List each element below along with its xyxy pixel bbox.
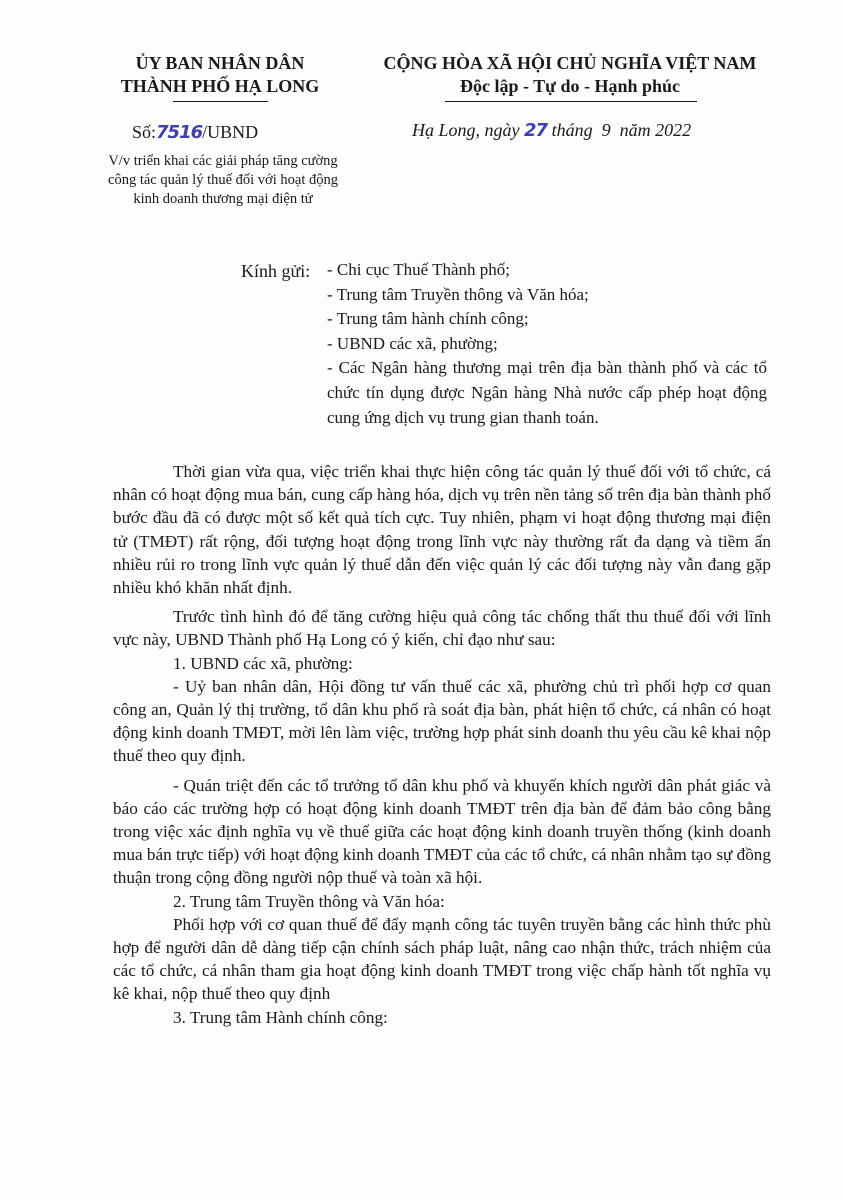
document-subject: V/v triển khai các giải pháp tăng cường công tác quản lý thuế đối với hoạt động kinh doanh thương mại điện tử xyxy=(108,153,338,207)
recipient-item: - UBND các xã, phường; xyxy=(327,333,498,353)
issuing-organization xyxy=(100,52,340,98)
recipient-item: - Chi cục Thuế Thành phố; xyxy=(327,260,511,279)
document-header xyxy=(0,52,843,232)
date-suffix: tháng 9 năm 2022 xyxy=(551,120,692,140)
section-2-title: 2. Trung tâm Truyền thông và Văn hóa: xyxy=(173,891,445,911)
national-title xyxy=(360,52,780,98)
recipients-label: Kính gửi: xyxy=(241,261,311,281)
recipient-item: - Trung tâm hành chính công; xyxy=(327,309,529,329)
org-underline xyxy=(173,101,268,102)
section-3-title: 3. Trung tâm Hành chính công: xyxy=(173,1007,388,1027)
doc-number-handwritten: 7516 xyxy=(156,122,203,143)
nation-line-1: CỘNG HÒA XÃ HỘI CHỦ NGHĨA VIỆT NAM xyxy=(383,53,757,73)
date-day-handwritten: 27 xyxy=(524,120,548,141)
document-body xyxy=(113,460,771,1029)
body-paragraph-1: Thời gian vừa qua, việc triển khai thực hiện công tác quản lý thuế đối với tổ chức, cá nhân có hoạt động mua bán, cung cấp hàng hóa, dịch vụ trên nền tảng số trên địa bàn thành phố bước đầu đã có được một số kết quả tích cực. Tuy nhiên, phạm vi hoạt động thương mại điện tử (TMĐT) rất rộng, đối tượng hoạt động trong lĩnh vực này thường rất đa dạng và tiềm ẩn nhiều rủi ro trong lĩnh vực quản lý thuế dẫn đến việc quản lý các đối tượng này vẫn đang gặp nhiều khó khăn nhất định. xyxy=(113,462,771,598)
recipients-list xyxy=(327,258,767,430)
org-line-1: ỦY BAN NHÂN DÂN xyxy=(135,53,305,73)
motto-underline xyxy=(445,101,697,102)
nation-motto: Độc lập - Tự do - Hạnh phúc xyxy=(459,76,681,96)
org-line-2: THÀNH PHỐ HẠ LONG xyxy=(120,76,320,96)
issue-date xyxy=(412,118,691,143)
section-2-paragraph-1: Phối hợp với cơ quan thuế để đẩy mạnh công tác tuyên truyền bằng các hình thức phù hợp để người dân dễ dàng tiếp cận chính sách pháp luật, nâng cao nhận thức, trách nhiệm của các tổ chức, cá nhân tham gia hoạt động kinh doanh TMĐT trong việc chấp hành tốt nghĩa vụ kê khai, nộp thuế theo quy định xyxy=(113,914,771,1004)
doc-number-prefix: Số: xyxy=(132,122,157,142)
recipient-item: - Trung tâm Truyền thông và Văn hóa; xyxy=(327,284,589,304)
section-1-title: 1. UBND các xã, phường: xyxy=(173,653,353,673)
recipient-item: - Các Ngân hàng thương mại trên địa bàn thành phố và các tổ chức tín dụng được Ngân hàng Nhà nước cấp phép hoạt động cung ứng dịch vụ trung gian thanh toán. xyxy=(327,358,767,427)
doc-number-suffix: /UBND xyxy=(202,122,259,142)
body-paragraph-2: Trước tình hình đó để tăng cường hiệu quả công tác chống thất thu thuế đối với lĩnh vực này, UBND Thành phố Hạ Long có ý kiến, chỉ đạo như sau: xyxy=(113,607,771,650)
document-number xyxy=(132,121,258,144)
date-prefix: Hạ Long, ngày xyxy=(412,120,520,140)
section-1-paragraph-2: - Quán triệt đến các tổ trưởng tổ dân khu phố và khuyến khích người dân phát giác và báo cáo các trường hợp có hoạt động kinh doanh TMĐT trên địa bàn để đảm bảo công bằng trong việc xác định nghĩa vụ về thuế giữa các hoạt động kinh doanh truyền thống (kinh doanh mua bán trực tiếp) với hoạt động kinh doanh TMĐT của các tổ chức, cá nhân nhằm tạo sự đồng thuận trong cộng đồng người nộp thuế và toàn xã hội. xyxy=(113,775,771,888)
section-1-paragraph-1: - Uỷ ban nhân dân, Hội đồng tư vấn thuế các xã, phường chủ trì phối hợp cơ quan công an, Quản lý thị trường, tổ dân khu phố rà soát địa bàn, phát hiện tổ chức, cá nhân có hoạt động kinh doanh TMĐT, mời lên làm việc, trường hợp phát sinh doanh thu yêu cầu kê khai nộp thuế theo quy định. xyxy=(113,676,771,766)
